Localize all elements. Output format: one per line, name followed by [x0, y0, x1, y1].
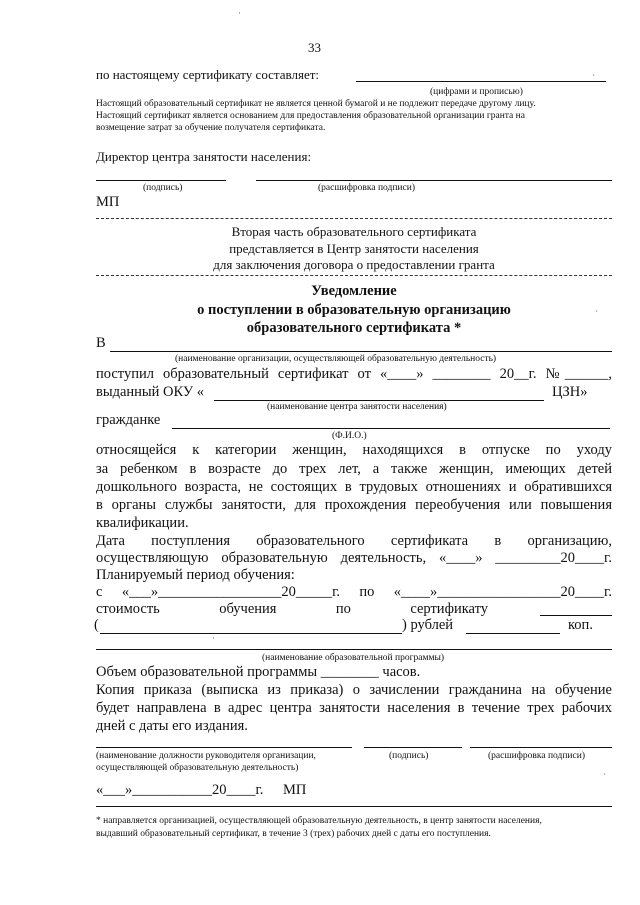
volume-line: Объем образовательной программы ________ часов. — [96, 664, 421, 680]
kop-label: коп. — [568, 617, 593, 633]
copy-line-2: будет направлена в адрес центра занятости населения в течение трех рабочих — [96, 700, 612, 716]
amount-hint: (цифрами и прописью) — [430, 87, 523, 97]
footnote-separator — [96, 806, 612, 807]
notice-title-2: о поступлении в образовательную организацию — [197, 302, 511, 318]
category-line-2: за ребенком в возрасте до трех лет, а также женщин, имеющих детей — [96, 461, 612, 477]
period-label: Планируемый период обучения: — [96, 567, 295, 583]
scan-speck: ` — [595, 309, 598, 319]
director-mp: МП — [96, 194, 120, 210]
fio-hint: (Ф.И.О.) — [332, 431, 367, 441]
czn-hint: (наименование центра занятости населения) — [267, 402, 447, 412]
org-line — [110, 351, 612, 352]
rubles-value-line — [466, 633, 560, 634]
date-line-2: осуществляющую образовательную деятельность, «____» _________20____г. — [96, 550, 612, 566]
received-line: поступил образовательный сертификат от «____» ________ 20__г. №______, — [96, 366, 612, 382]
program-line — [96, 649, 612, 650]
copy-line-3: дней с даты его издания. — [96, 718, 248, 734]
category-line-1: относящейся к категории женщин, находящихся в отпуске по уходу — [96, 442, 612, 458]
category-line-3: дошкольного возраста, не состоящих в трудовых отношениях и обратившихся — [96, 479, 612, 495]
citizen-line — [172, 428, 610, 429]
director-sign-hint: (подпись) — [143, 183, 183, 193]
amount-label: по настоящему сертификату составляет: — [96, 67, 320, 82]
scan-speck: ` — [592, 73, 595, 83]
issued-prefix: выданный ОКУ « — [96, 384, 205, 400]
page-number: 33 — [308, 40, 321, 55]
cost-blank-line — [540, 615, 612, 616]
director-decode-line — [256, 180, 612, 181]
footnote-line-1: * направляется организацией, осуществляющей образовательную деятельность, в центр занятости населения, — [96, 816, 542, 826]
notice-title-3: образовательного сертификата * — [246, 320, 462, 336]
second-part-line-3: для заключения договора о предоставлении гранта — [213, 257, 495, 272]
note-line-2: Настоящий сертификат является основанием для предоставления образовательной организации гранта на — [96, 111, 525, 121]
rubles-label: ) рублей — [402, 617, 454, 633]
category-line-4: в органы службы занятости, для прохождения переобучения или повышения — [96, 497, 612, 513]
separator-top — [96, 218, 612, 219]
signature-date: «___»___________20____г. — [96, 782, 264, 798]
position-hint-1: (наименование должности руководителя организации, — [96, 751, 316, 761]
period-line: с «___»_________________20_____г. по «____»_________________20____г. — [96, 584, 612, 600]
category-line-5: квалификации. — [96, 515, 189, 531]
note-line-1: Настоящий образовательный сертификат не является ценной бумагой и не подлежит передаче другому лицу. — [96, 99, 536, 109]
director-label: Директор центра занятости населения: — [96, 149, 312, 164]
amount-open: ( — [94, 617, 99, 633]
second-part-line-1: Вторая часть образовательного сертификата — [231, 224, 477, 239]
signature-mp: МП — [283, 782, 307, 798]
org-prefix: В — [96, 335, 106, 351]
org-hint: (наименование организации, осуществляющей образовательную деятельность) — [175, 354, 497, 364]
director-sign-line — [96, 180, 226, 181]
scan-speck: · — [238, 8, 241, 18]
program-hint: (наименование образовательной программы) — [262, 653, 445, 663]
second-part-line-2: представляется в Центр занятости населения — [229, 241, 479, 256]
footnote-line-2: выдавший образовательный сертификат, в течение 3 (трех) рабочих дней с даты его поступления. — [96, 829, 491, 839]
copy-line-1: Копия приказа (выписка из приказа) о зачислении гражданина на обучение — [96, 682, 612, 698]
cost-line: стоимость обучения по сертификату — [96, 601, 488, 617]
head-sign-hint: (подпись) — [389, 751, 429, 761]
scan-speck: ` — [603, 772, 606, 782]
position-line — [96, 747, 352, 748]
position-hint-2: осуществляющей образовательную деятельность) — [96, 763, 299, 773]
notice-title-1: Уведомление — [311, 283, 397, 299]
head-decode-line — [470, 747, 612, 748]
amount-line — [356, 81, 606, 82]
date-line-1: Дата поступления образовательного сертификата в организацию, — [96, 533, 612, 549]
amount-words-line — [100, 633, 402, 634]
head-sign-line — [364, 747, 462, 748]
head-decode-hint: (расшифровка подписи) — [488, 751, 585, 761]
director-decode-hint: (расшифровка подписи) — [318, 183, 415, 193]
issued-suffix: ЦЗН» — [552, 384, 588, 400]
scan-speck: · — [212, 633, 215, 643]
note-line-3: возмещение затрат за обучение получателя сертификата. — [96, 123, 326, 133]
separator-bottom — [96, 275, 612, 276]
citizen-label: гражданке — [96, 412, 161, 428]
czn-line — [214, 400, 544, 401]
